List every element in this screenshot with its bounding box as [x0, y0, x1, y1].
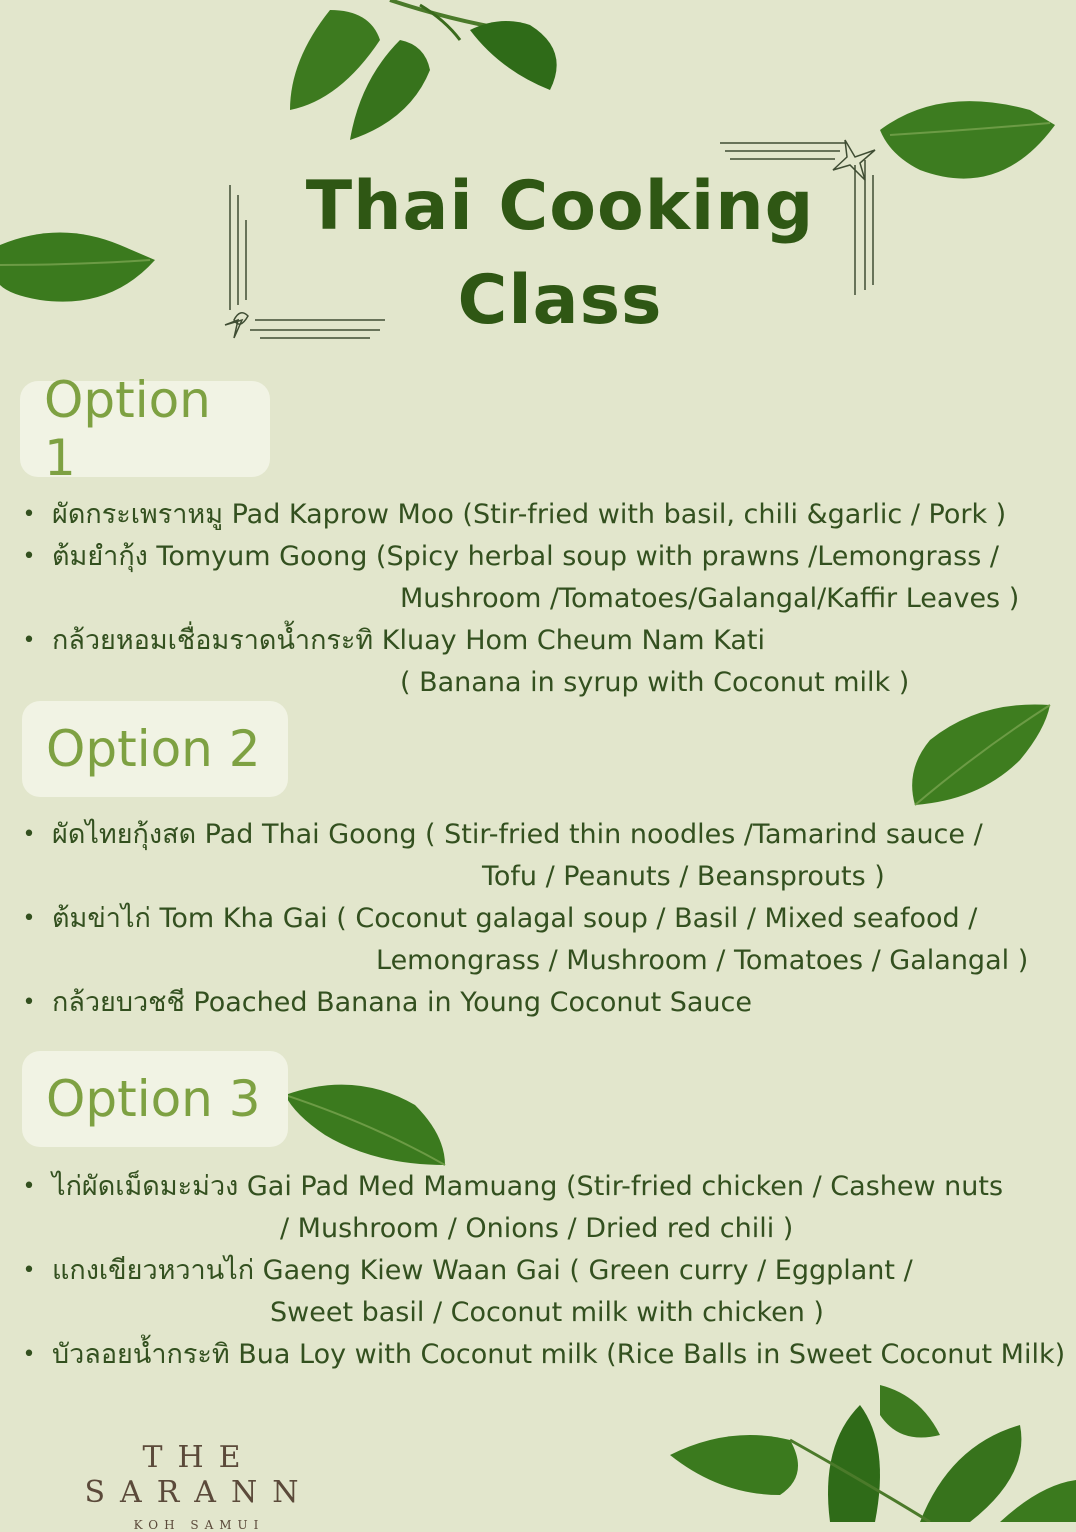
title-line-1: Thai Cooking	[305, 167, 815, 246]
option-1-header	[20, 371, 270, 487]
brand-logo	[34, 1440, 364, 1532]
list-item: • ต้มยำกุ้ง Tomyum Goong (Spicy herbal soup with prawns /Lemongrass /	[22, 536, 1019, 578]
title-line-2: Class	[457, 261, 663, 340]
option-3-menu	[22, 1166, 1066, 1376]
list-item: • บัวลอยน้ำกระทิ Bua Loy with Coconut milk (Rice Balls in Sweet Coconut Milk)	[22, 1334, 824, 1376]
list-item-continuation: Tofu / Peanuts / Beansprouts )	[482, 861, 885, 892]
list-item: • ต้มข่าไก่ Tom Kha Gai ( Coconut galagal soup / Basil / Mixed seafood /	[22, 898, 1028, 940]
leaf-left-icon	[0, 225, 160, 315]
list-item: • กล้วยหอมเชื่อมราดน้ำกระทิ Kluay Hom Cheum Nam Kati	[22, 620, 1019, 662]
list-item-continuation: Mushroom /Tomatoes/Galangal/Kaffir Leaves )	[400, 583, 1020, 614]
bullet-icon: •	[22, 1174, 36, 1199]
option-1-label: Option 1	[44, 371, 211, 487]
leaf-option3-icon	[285, 1075, 455, 1170]
leaf-bottom-right-icon	[670, 1385, 1076, 1522]
bullet-icon: •	[22, 1342, 36, 1367]
option-2-menu	[22, 814, 1028, 1024]
bullet-icon: •	[22, 502, 36, 527]
bullet-icon: •	[22, 906, 36, 931]
leaf-top-right-icon	[880, 90, 1060, 200]
bullet-icon: •	[22, 544, 36, 569]
option-2-header	[22, 701, 288, 797]
page-title	[290, 160, 830, 348]
list-item-continuation: ( Banana in syrup with Coconut milk )	[400, 667, 910, 698]
leaf-middle-right-icon	[900, 700, 1060, 810]
list-item-continuation: / Mushroom / Onions / Dried red chili )	[280, 1213, 794, 1244]
list-item: • กล้วยบวชชี Poached Banana in Young Coconut Sauce	[22, 982, 1028, 1024]
list-item: • ไก่ผัดเม็ดมะม่วง Gai Pad Med Mamuang (Stir-fried chicken / Cashew nuts	[22, 1166, 824, 1208]
bullet-icon: •	[22, 1258, 36, 1283]
list-item: • ผัดกระเพราหมู Pad Kaprow Moo (Stir-fried with basil, chili &garlic / Pork )	[22, 494, 1019, 536]
logo-brand: THE SARANN	[84, 1440, 314, 1510]
bullet-icon: •	[22, 990, 36, 1015]
list-item-continuation: Lemongrass / Mushroom / Tomatoes / Galangal )	[376, 945, 1029, 976]
list-item: • แกงเขียวหวานไก่ Gaeng Kiew Waan Gai ( Green curry / Eggplant /	[22, 1250, 824, 1292]
list-item: • ผัดไทยกุ้งสด Pad Thai Goong ( Stir-fried thin noodles /Tamarind sauce /	[22, 814, 1028, 856]
leaf-top-center-icon	[270, 0, 590, 150]
option-3-label: Option 3	[46, 1070, 261, 1128]
bullet-icon: •	[22, 822, 36, 847]
bullet-icon: •	[22, 628, 36, 653]
option-2-label: Option 2	[46, 720, 261, 778]
option-3-header	[22, 1051, 288, 1147]
list-item-continuation: Sweet basil / Coconut milk with chicken )	[270, 1297, 824, 1328]
logo-location: KOH SAMUI	[133, 1518, 265, 1532]
option-1-menu	[22, 494, 1019, 704]
